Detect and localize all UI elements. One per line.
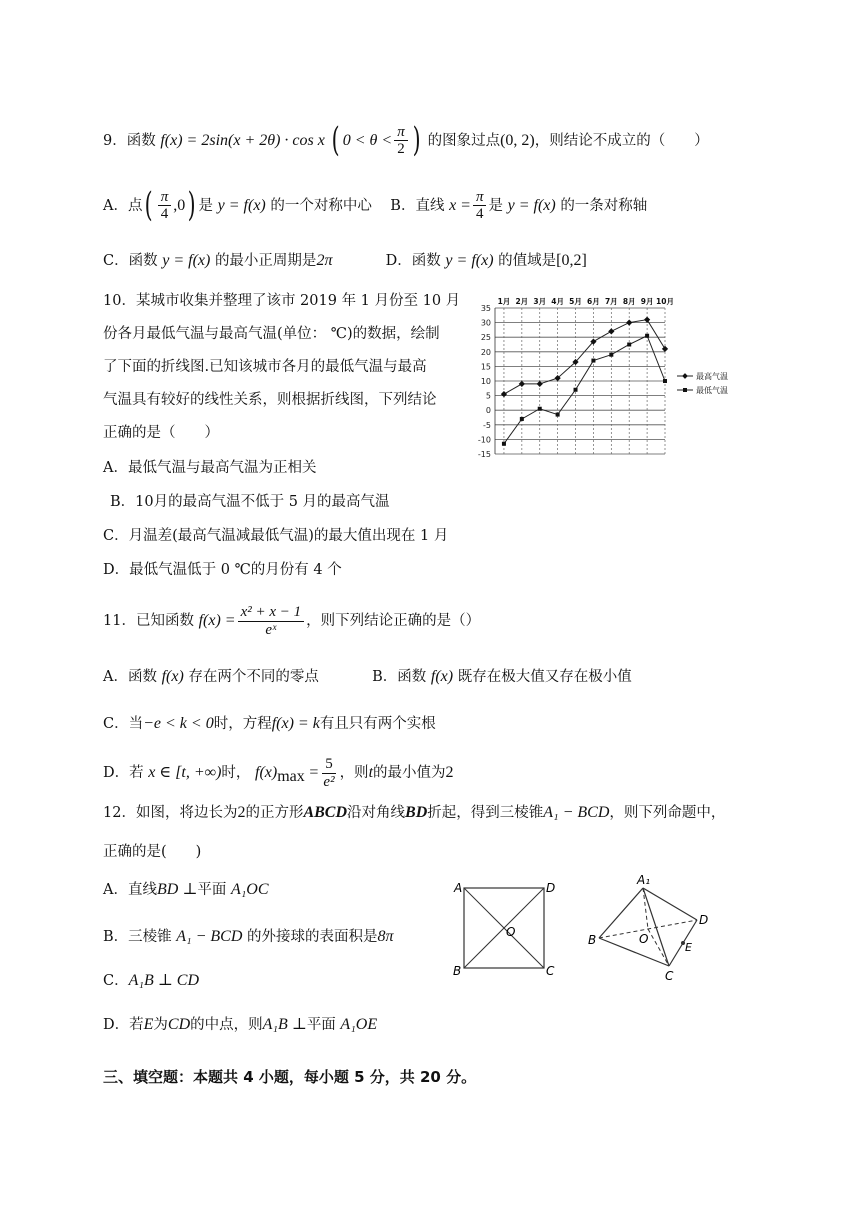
legend-marker <box>683 388 687 392</box>
point-min <box>627 343 631 347</box>
section-3-heading: 三、填空题：本题共 4 小题，每小题 5 分，共 20 分。 <box>103 1068 477 1086</box>
pyramid-label-d: D <box>699 913 709 927</box>
point-max <box>501 391 507 397</box>
point-max <box>519 381 525 387</box>
pyramid-label-e: E <box>685 941 692 954</box>
y-tick-label: 0 <box>485 406 491 416</box>
q10-stem-line-3: 了下面的折线图.已知该城市各月的最低气温与最高 <box>103 359 427 375</box>
q11-d-condition: x ∈ [t, +∞) <box>148 764 222 781</box>
x-tick-label: 6月 <box>587 297 600 306</box>
pyramid-label-b: B <box>588 933 597 947</box>
q10-stem-line-2: 份各月最低气温与最高气温(单位： ℃)的数据，绘制 <box>103 326 440 342</box>
q9-c-func: y = f(x) <box>162 252 211 269</box>
q11-c-equation: f(x) = k <box>271 715 320 732</box>
q11-fraction: $\frac{\text{x² + x − 1}}{\text{eˣ}}$ <box>238 604 305 638</box>
x-tick-label: 3月 <box>533 297 547 306</box>
square-label-a: A <box>454 881 463 895</box>
y-tick-label: 35 <box>480 304 491 313</box>
legend-label: 最高气温 <box>696 372 728 381</box>
q9-condition-fraction: $\frac{\pi}{2}$ <box>394 124 408 158</box>
y-tick-label: -15 <box>477 450 491 459</box>
q10-stem-line-1: 10．某城市收集并整理了该市 2019 年 1 月份至 10 月 <box>103 293 461 309</box>
q9-c-value: 2π <box>316 252 333 269</box>
chart-grid <box>495 308 665 454</box>
point-min <box>609 353 613 357</box>
temperature-line-chart <box>455 292 755 464</box>
series-line-0 <box>504 320 665 394</box>
point-min <box>645 334 649 338</box>
q12-stem-line-1: 12．如图，将边长为2的正方形ABCD沿对角线BD折起，得到三棱锥A₁ − BCD，则下列命题中， <box>103 804 726 821</box>
x-tick-label: 4月 <box>551 297 564 306</box>
chart-y-ticks <box>478 304 491 459</box>
q11-c-condition: −e < k < 0 <box>143 715 214 732</box>
q10-option-a: A．最低气温与最高气温为正相关 <box>103 460 317 476</box>
square-label-o: O <box>506 925 516 939</box>
point-max <box>644 317 650 323</box>
q11-stem <box>103 604 480 638</box>
y-tick-label: 25 <box>480 333 491 343</box>
q9-option-d-label: D．函数 <box>385 253 441 269</box>
q10-stem-line-4: 气温具有较好的线性关系，则根据折线图，下列结论 <box>103 392 437 408</box>
q10-option-c: C．月温差(最高气温减最低气温)的最大值出现在 1 月 <box>103 528 449 544</box>
q9-b-fraction: $\frac{\pi}{4}$ <box>473 189 487 223</box>
point-min <box>663 379 667 383</box>
point-min <box>591 359 595 363</box>
q11-d-fraction: $\frac{5}{\text{e²}}$ <box>323 756 335 790</box>
legend-label: 最低气温 <box>696 386 728 395</box>
y-tick-label: 15 <box>480 362 491 372</box>
q9-options-ab: A．点( $\frac{\pi}{4}$ ,0) 是 y = f(x) 的一个对称中心 B．直线 x = $\frac{\pi}{4}$ 是 y = f(x) 的一条对称轴 <box>103 185 648 225</box>
q9-d-value: [0,2] <box>556 252 587 269</box>
point-max <box>537 381 543 387</box>
q12-option-d: D．若E为CD的中点，则A₁B ⊥平面 A₁OE <box>103 1016 378 1033</box>
square-label-c: C <box>546 964 555 978</box>
y-tick-label: 10 <box>480 377 491 386</box>
y-tick-label: 20 <box>480 347 491 357</box>
x-tick-label: 9月 <box>640 297 654 306</box>
y-tick-label: 5 <box>485 391 491 401</box>
x-tick-label: 1月 <box>497 297 511 306</box>
q11-d-value: 2 <box>445 764 454 781</box>
q12-option-b: B．三棱锥 A₁ − BCD 的外接球的表面积是8π <box>103 928 394 945</box>
q12-option-a: A．直线BD ⊥平面 A₁OC <box>103 881 269 898</box>
q9-condition: 0 < θ < <box>342 131 393 149</box>
q11-option-a-text: 存在两个不同的零点 <box>188 669 319 685</box>
q10-option-d: D．最低气温低于 0 ℃的月份有 4 个 <box>103 562 342 578</box>
x-tick-label: 10月 <box>656 297 674 306</box>
q10-stem-line-5: 正确的是（ ） <box>103 425 219 441</box>
x-tick-label: 2月 <box>515 297 529 306</box>
q9-option-d-text: 的值域是 <box>498 253 557 269</box>
q9-a-fraction: $\frac{\pi}{4}$ <box>158 189 172 223</box>
x-tick-label: 8月 <box>622 297 636 306</box>
q12-stem-line-2: 正确的是( ) <box>103 844 202 860</box>
q11-option-a-label: A．函数 <box>103 669 157 685</box>
y-tick-label: -10 <box>477 435 491 445</box>
q9-stem: 9．函数 f(x) = 2sin(x + 2θ) · cos x ( 0 < θ < $\frac{\pi}{2}$ ) 的图象过点(0, 2)，则结论不成立的（ ） <box>103 120 709 160</box>
pyramid-label-c: C <box>665 969 674 983</box>
q9-option-b-text: 的一条对称轴 <box>560 197 648 214</box>
q11-stem-prefix: 11．已知函数 <box>103 613 194 629</box>
point-max <box>608 328 614 334</box>
q9-option-c-text: 的最小正周期是 <box>214 253 317 269</box>
q9-stem-prefix: 9．函数 <box>103 132 156 149</box>
q9-options-cd <box>103 250 587 272</box>
q9-stem-suffix: ，则结论不成立的（ ） <box>534 132 709 149</box>
x-tick-label: 5月 <box>569 297 582 306</box>
square-label-d: D <box>546 881 556 895</box>
chart-x-ticks <box>498 297 674 306</box>
pyramid-label-a1: A₁ <box>637 873 651 887</box>
q9-function: f(x) = 2sin(x + 2θ) · cos x <box>160 131 325 149</box>
q11-option-c: C．当−e < k < 0时，方程f(x) = k有且只有两个实根 <box>103 715 436 732</box>
point-min <box>574 388 578 392</box>
q11-option-d: D．若 x ∈ [t, +∞)时， $f(x)_{max}$ = $\frac{5}{\text{e²}}$ ，则t的最小值为2 <box>103 756 454 790</box>
q10-option-b: B．10月的最高气温不低于 5 月的最高气温 <box>110 494 390 510</box>
q9-option-a-label: A．点 <box>103 197 143 214</box>
q12-option-c: C．A₁B ⊥ CD <box>103 972 199 989</box>
point-max <box>626 319 632 325</box>
square-abcd-figure <box>450 880 560 980</box>
q11-options-ab: A．函数 f(x) 存在两个不同的零点 B．函数 f(x) 既存在极大值又存在极小值 <box>103 668 632 685</box>
q11-stem-suffix: ，则下列结论正确的是（） <box>306 613 481 629</box>
legend-marker <box>682 373 688 379</box>
y-tick-label: 30 <box>480 318 491 328</box>
q11-func-lhs: f(x) = <box>198 612 236 629</box>
point-max <box>662 346 668 352</box>
q9-d-func: y = f(x) <box>445 252 494 269</box>
q9-point: (0, 2) <box>500 131 535 149</box>
q9-option-b-label: B．直线 <box>390 197 445 214</box>
square-label-b: B <box>453 964 462 978</box>
y-tick-label: -5 <box>483 420 491 430</box>
q9-b-func: y = f(x) <box>507 196 556 214</box>
point-min <box>538 407 542 411</box>
point-min <box>556 413 560 417</box>
chart-legend <box>677 371 728 395</box>
point-min <box>502 442 506 446</box>
q9-stem-mid: 的图象过点 <box>427 132 501 149</box>
q9-option-c-label: C．函数 <box>103 253 158 269</box>
point-min <box>520 417 524 421</box>
pyramid-figure <box>585 872 720 987</box>
pyramid-label-o: O <box>639 932 649 946</box>
q9-option-a-text: 的一个对称中心 <box>270 197 372 214</box>
x-tick-label: 7月 <box>604 297 618 306</box>
q9-a-func: y = f(x) <box>217 196 266 214</box>
q11-option-b-text: 既存在极大值又存在极小值 <box>457 669 632 685</box>
q11-option-b-label: B．函数 <box>372 669 427 685</box>
